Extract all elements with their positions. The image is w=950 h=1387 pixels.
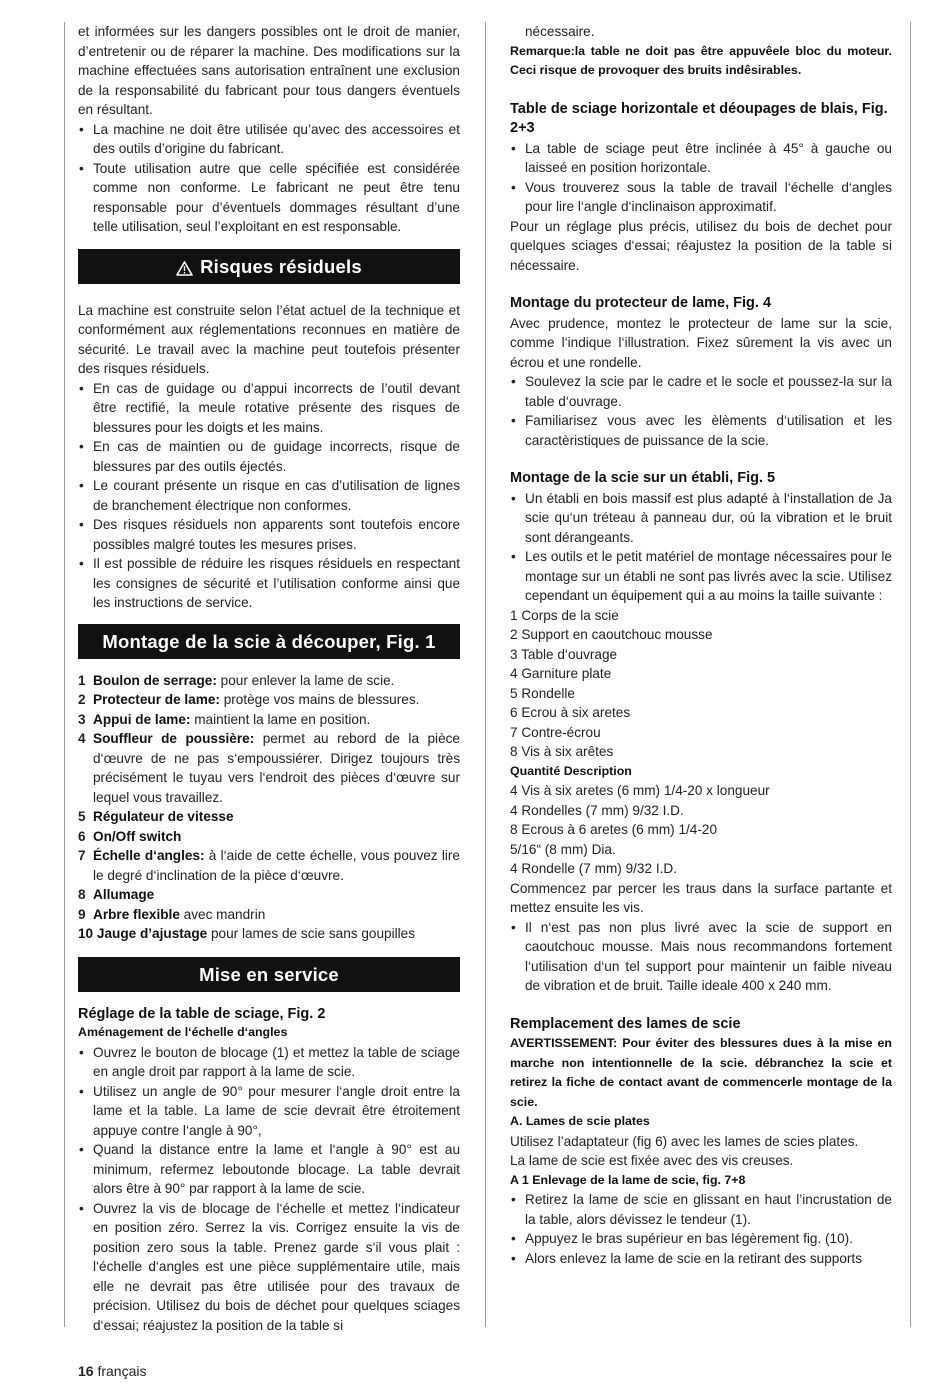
list-item: 4 Garniture plate xyxy=(510,666,612,681)
list-item: • Familiarisez vous avec les èlèments d‘utilisation et les caractèristiques de puissance de la scie. xyxy=(510,411,892,450)
warning-triangle-icon xyxy=(176,252,193,287)
list-item: • Il n‘est pas non plus livré avec la scie de support en caoutchouc mousse. Mais nous recommandons fortement l‘utilisation d‘un tel support pour maintenir un faible niveau de vibration et de bruit. Taille ideale 400 x 240 mm. xyxy=(510,918,892,996)
list-item: 1 Corps de la scie xyxy=(510,607,619,623)
list-item: 9 Arbre flexible avec mandrin xyxy=(78,906,266,922)
support-bullet-list xyxy=(510,918,892,996)
warning-note: AVERTISSEMENT: Pour éviter des blessures dues à la mise en marche non intentionnelle de la scie. débranchez la scie et retirez la fiche de contact avant de commencerle montage de la scie. xyxy=(510,1036,892,1109)
protect-paragraph: Avec prudence, montez le protecteur de lame sur la scie, comme l‘indique l‘illustration. Fixez sûrement la vis avec un écrou et une rondelle. xyxy=(510,315,892,370)
section-banner-service xyxy=(78,957,460,992)
list-item: 10 Jauge d’ajustage pour lames de scie sans goupilles xyxy=(78,926,415,941)
list-item: • Toute utilisation autre que celle spécifiée est considérée comme non conforme. Le fabricant ne peut être tenu responsable pour d’éventuels dommages résultant d’une telle utilisation, seul l’exploitant en est responsable. xyxy=(78,159,460,237)
lames-paragraph: Utilisez l’adaptateur (fig 6) avec les lames de scies plates. xyxy=(510,1133,859,1149)
list-item: • Ouvrez le bouton de blocage (1) et mettez la table de sciage en angle droit par rapport à la lame de scie. xyxy=(78,1043,460,1082)
list-item: 4 Souffleur de poussière: permet au rebord de la pièce d‘œuvre de ne pas s‘empoussiérer. Dirigez toujours très précisément le tuyau vers l‘endroit des pièces d‘œuvre sur lequel vous travaillez. xyxy=(78,731,460,805)
remarque-note: Remarque:la table ne doit pas être appuvêele bloc du moteur. Ceci risque de provoquer des bruits indêsirables. xyxy=(510,43,892,77)
list-item: • La machine ne doit être utilisée qu’avec des accessoires et des outils d’origine du fabricant. xyxy=(78,120,460,159)
list-item: • Alors enlevez la lame de scie en la retirant des supports xyxy=(510,1249,892,1269)
risques-paragraph: La machine est construite selon l’état actuel de la technique et conformément aux réglementations reconnues en matière de sécurité. Le travail avec la machine peut toutefois présenter des risques résiduels. xyxy=(78,302,460,376)
continued-text: nécessaire. xyxy=(525,24,595,39)
intro-bullet-list xyxy=(78,120,460,237)
list-item: 6 Ecrou à six aretes xyxy=(510,705,631,720)
list-item: • Il est possible de réduire les risques résiduels en respectant les consignes de sécurité et l’utilisation conforme ainsi que les instructions de service. xyxy=(78,554,460,613)
intro-paragraph: et informées sur les dangers possibles ont le droit de manier, d’entretenir ou de réparer la machine. Des modifications sur la machine effectuées sans autorisation entraînent une exclusion de la responsabilité du fabricant pour tous dangers éventuels en résultant. xyxy=(78,24,460,117)
list-item: 3 Appui de lame: maintient la lame en position. xyxy=(78,711,371,727)
list-item: 5 Régulateur de vitesse xyxy=(78,809,234,824)
subsection-title: Remplacement des lames de scie xyxy=(510,1015,741,1032)
subsection-subtitle: Aménagement de l‘échelle d‘angles xyxy=(78,1025,288,1039)
list-item: 8 Ecrous à 6 aretes (6 mm) 1/4-20 xyxy=(510,822,718,837)
section-banner-montage xyxy=(78,624,460,659)
list-item: • Quand la distance entre la lame et l‘angle à 90° est au minimum, refermez leboutonde blocage. La table devrait alors être à 90° par rapport à la lame de scie. xyxy=(78,1140,460,1199)
left-column xyxy=(78,22,460,1335)
list-item: • La table de sciage peut être inclinée à 45° à gauche ou laisseé en position horizontale. xyxy=(510,139,892,178)
horiz-bullet-list xyxy=(510,139,892,217)
list-item: • Ouvrez la vis de blocage de l‘échelle et mettez l‘indicateur en position zéro. Serrez la vis. Corrigez ensuite la vis de position zero sous la table. Prenez garde s‘il vous plait : l‘échelle d‘angles est une pièce supplémentaire utile, mais elle ne devrait pas être utilisée pour des travaux de précision. Utilisez du bois de déchet pour quelques sciages d‘essai; réajustez la position de la table si xyxy=(78,1199,460,1336)
list-item: 2 Support en caoutchouc mousse xyxy=(510,627,713,642)
subsection-subtitle: A. Lames de scie plates xyxy=(510,1114,650,1128)
right-column xyxy=(510,22,892,1268)
subsection-title: Montage de la scie sur un établi, Fig. 5 xyxy=(510,470,776,486)
list-item: • Appuyez le bras supérieur en bas légèrement fig. (10). xyxy=(510,1229,892,1249)
list-item: 2 Protecteur de lame: protège vos mains de blessures. xyxy=(78,692,420,707)
risques-bullet-list xyxy=(78,379,460,613)
list-item: • Soulevez la scie par le cadre et le socle et poussez-la sur la table d‘ouvrage. xyxy=(510,372,892,411)
etabli-bullet-list xyxy=(510,489,892,606)
list-item: 8 Allumage xyxy=(78,887,155,902)
list-item: • Vous trouverez sous la table de travail l‘échelle d‘angles pour lire l‘angle d‘inclinaison approximatif. xyxy=(510,178,892,217)
list-item: • Les outils et le petit matériel de montage nécessaires pour le montage sur un établi ne sont pas livrés avec la scie. Utilisez cependant un équipement qui a au moins la taille suivante : xyxy=(510,547,892,606)
reglage-bullet-list xyxy=(78,1043,460,1336)
quantity-list xyxy=(510,781,892,879)
lames-paragraph: La lame de scie est fixée avec des vis creuses. xyxy=(510,1153,794,1168)
list-item: 1 Boulon de serrage: pour enlever la lame de scie. xyxy=(78,672,395,688)
list-item: 6 On/Off switch xyxy=(78,828,182,844)
list-item: 7 Contre-écrou xyxy=(510,724,601,740)
list-item: • Retirez la lame de scie en glissant en haut l’incrustation de la table, alors dévissez le tendeur (1). xyxy=(510,1190,892,1229)
section-title: Montage de la scie à découper, Fig. 1 xyxy=(102,630,436,652)
list-item: 3 Table d‘ouvrage xyxy=(510,646,618,662)
page-language: français xyxy=(97,1363,147,1379)
list-item: • Un établi en bois massif est plus adapté à l‘installation de Ja scie qu‘un tréteau à panneau dur, oú la vibration et le bruit sont dérangeants. xyxy=(510,489,892,548)
section-title: Risques résiduels xyxy=(200,255,362,277)
section-banner-risques xyxy=(78,249,460,284)
subsection-title: Table de sciage horizontale et déoupages de blais, Fig. 2+3 xyxy=(510,100,888,136)
parts-numbered-list xyxy=(78,671,460,944)
list-item: • En cas de maintien ou de guidage incorrects, risque de blessures par des outils éjectés. xyxy=(78,437,460,476)
list-item: • Utilisez un angle de 90° pour mesurer l‘angle droit entre la lame et la table. La lame de scie devrait être étroitement appuye contre l‘angle à 90°, xyxy=(78,1082,460,1141)
page-footer xyxy=(78,1362,147,1382)
list-item: • En cas de guidage ou d’appui incorrects de l’outil devant être rectifié, la meule rotative présente des risques de blessures pour les doigts et les mains. xyxy=(78,379,460,438)
section-title: Mise en service xyxy=(199,963,339,985)
enlev-bullet-list xyxy=(510,1190,892,1268)
percer-paragraph: Commencez par percer les traus dans la surface partante et mettez ensuite les vis. xyxy=(510,880,892,915)
list-item: 5 Rondelle xyxy=(510,685,575,701)
list-item: • Le courant présente un risque en cas d’utilisation de lignes de branchement électrique non conformes. xyxy=(78,476,460,515)
quantity-header: Quantité Description xyxy=(510,763,632,778)
parts-list xyxy=(510,606,892,762)
subsection-subtitle: A 1 Enlevage de la lame de scie, fig. 7+8 xyxy=(510,1172,746,1187)
horiz-paragraph: Pour un réglage plus précis, utilisez du bois de dechet pour quelques sciages d‘essai; réajustez la position de la table si nécessaire. xyxy=(510,218,892,273)
column-rule-right xyxy=(910,22,911,1327)
list-item: 7 Échelle d‘angles: à l‘aide de cette échelle, vous pouvez lire le degré d‘inclination de la pièce d‘œuvre. xyxy=(78,848,460,883)
list-item: 4 Rondelle (7 mm) 9/32 I.D. xyxy=(510,861,677,876)
list-item: 4 Rondelles (7 mm) 9/32 I.D. xyxy=(510,802,684,818)
subsection-title: Montage du protecteur de lame, Fig. 4 xyxy=(510,295,772,311)
column-rule-middle xyxy=(485,22,486,1327)
protect-bullet-list xyxy=(510,372,892,450)
list-item: 5/16“ (8 mm) Dia. xyxy=(510,841,616,857)
column-rule-left xyxy=(64,22,65,1327)
list-item: 8 Vis à six arêtes xyxy=(510,744,614,759)
list-item: • Des risques résiduels non apparents sont toutefois encore possibles malgré toutes les mesures prises. xyxy=(78,515,460,554)
subsection-title: Réglage de la table de sciage, Fig. 2 xyxy=(78,1005,326,1022)
page-number: 16 xyxy=(78,1363,94,1379)
list-item: 4 Vis à six aretes (6 mm) 1/4-20 x longueur xyxy=(510,783,770,798)
